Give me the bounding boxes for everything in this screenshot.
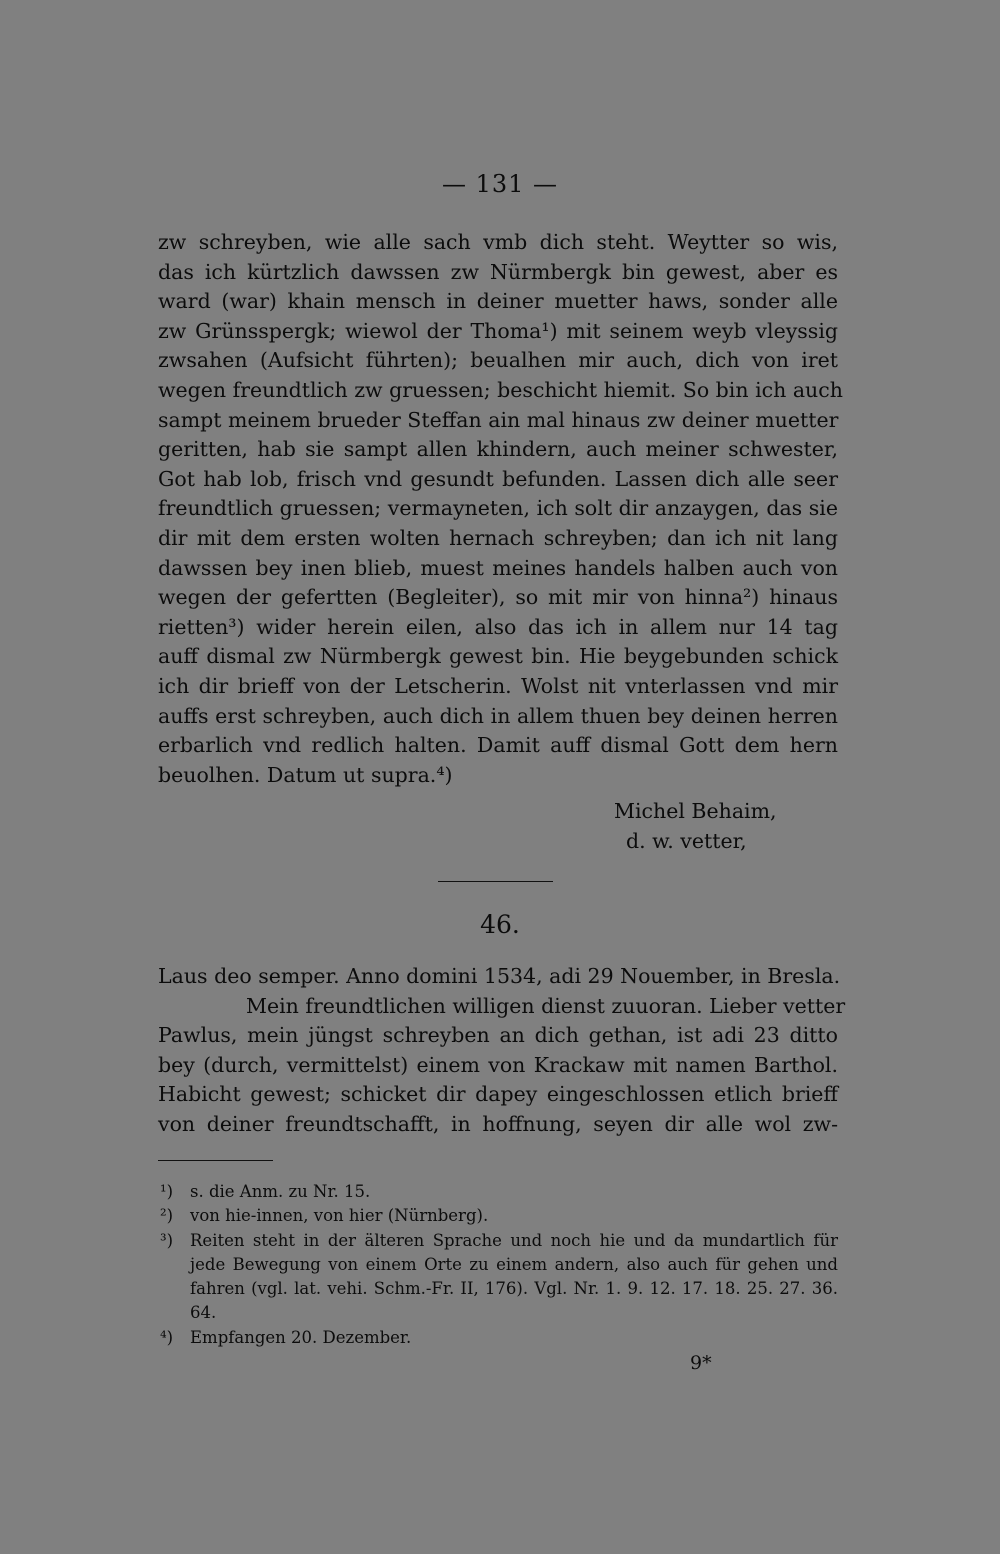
text-line: dir mit dem ersten wolten hernach schreyben; dan ich nit lang (158, 525, 838, 550)
signature-relation: d. w. vetter, (626, 828, 747, 853)
text-line: beuolhen. Datum ut supra.⁴) (158, 762, 453, 787)
footnote (160, 1229, 838, 1326)
text-line: ich dir brieff von der Letscherin. Wolst nit vnterlassen vnd mir (158, 673, 838, 698)
text-line: Mein freundtlichen willigen dienst zuuoran. Lieber vetter (246, 993, 846, 1018)
footnotes (160, 1180, 838, 1350)
letter-number: 46. (480, 910, 520, 939)
text-line: bey (durch, vermittelst) einem von Krackaw mit namen Barthol. (158, 1052, 838, 1077)
text-line: erbarlich vnd redlich halten. Damit auff dismal Gott dem hern (158, 733, 838, 758)
text-line: ward (war) khain mensch in deiner muetter haws, sonder alle (158, 289, 838, 314)
text-line: wegen freundtlich zw gruessen; beschicht hiemit. So bin ich auch (158, 377, 843, 402)
footnote-text: von hie-innen, von hier (Nürnberg). (190, 1206, 489, 1226)
footnote-text: Empfangen 20. Dezember. (190, 1327, 412, 1347)
text-line: geritten, hab sie sampt allen khindern, auch meiner schwester, (158, 437, 838, 462)
page-number: — 131 — (441, 170, 559, 198)
text-line: auff dismal zw Nürmbergk gewest bin. Hie beygebunden schick (158, 644, 838, 669)
text-line: Pawlus, mein jüngst schreyben an dich gethan, ist adi 23 ditto (158, 1023, 838, 1048)
footnote-text: Reiten steht in der älteren Sprache und noch hie und da mundartlich für jede Bewegung von einem Orte zu einem andern, also auch für gehen und fahren (vgl. lat. vehi. Schm.-Fr. II, 176). Vgl. Nr. 1. 9. 12. 17. 18. 25. 27. 36. 64. (190, 1230, 838, 1323)
footnote-divider (158, 1160, 273, 1161)
text-line: dawssen bey inen blieb, muest meines handels halben auch von (158, 555, 838, 580)
footnote (160, 1180, 838, 1204)
text-line: zwsahen (Aufsicht führten); beualhen mir auch, dich von iret (158, 348, 838, 373)
text-line: das ich kürtzlich dawssen zw Nürmbergk bin gewest, aber es (158, 259, 838, 284)
footnote (160, 1326, 838, 1350)
footnote-mark: ¹) (160, 1182, 174, 1201)
signature-name: Michel Behaim, (614, 799, 777, 823)
letter-heading-line: Laus deo semper. Anno domini 1534, adi 29 Nouember, in Bresla. (158, 964, 841, 988)
footnote-text: s. die Anm. zu Nr. 15. (190, 1182, 371, 1201)
signature (614, 797, 777, 856)
footnote-mark: ³) (160, 1230, 174, 1250)
text-line: von deiner freundtschafft, in hoffnung, seyen dir alle wol zw- (158, 1111, 838, 1136)
footnote-mark: ⁴) (160, 1327, 174, 1347)
text-line: rietten³) wider herein eilen, also das ich in allem nur 14 tag (158, 614, 838, 639)
printer-signature-mark: 9* (690, 1352, 712, 1374)
letter-continuation (158, 228, 843, 790)
footnote (160, 1204, 838, 1228)
letter-46 (158, 962, 846, 1140)
text-line: Habicht gewest; schicket dir dapey eingeschlossen etlich brieff (158, 1082, 838, 1107)
text-line: sampt meinem brueder Steffan ain mal hinaus zw deiner muetter (158, 407, 839, 432)
text-line: zw schreyben, wie alle sach vmb dich steht. Weytter so wis, (158, 230, 838, 254)
text-line: Got hab lob, frisch vnd gesundt befunden. Lassen dich alle seer (158, 466, 838, 491)
text-line: zw Grünsspergk; wiewol der Thoma¹) mit seinem weyb vleyssig (158, 318, 838, 343)
text-line: wegen der gefertten (Begleiter), so mit mir von hinna²) hinaus (158, 585, 838, 610)
text-line: auffs erst schreyben, auch dich in allem thuen bey deinen herren (158, 703, 838, 728)
text-line: freundtlich gruessen; vermayneten, ich solt dir anzaygen, das sie (158, 496, 838, 521)
section-divider (438, 881, 553, 882)
footnote-mark: ²) (160, 1206, 174, 1226)
